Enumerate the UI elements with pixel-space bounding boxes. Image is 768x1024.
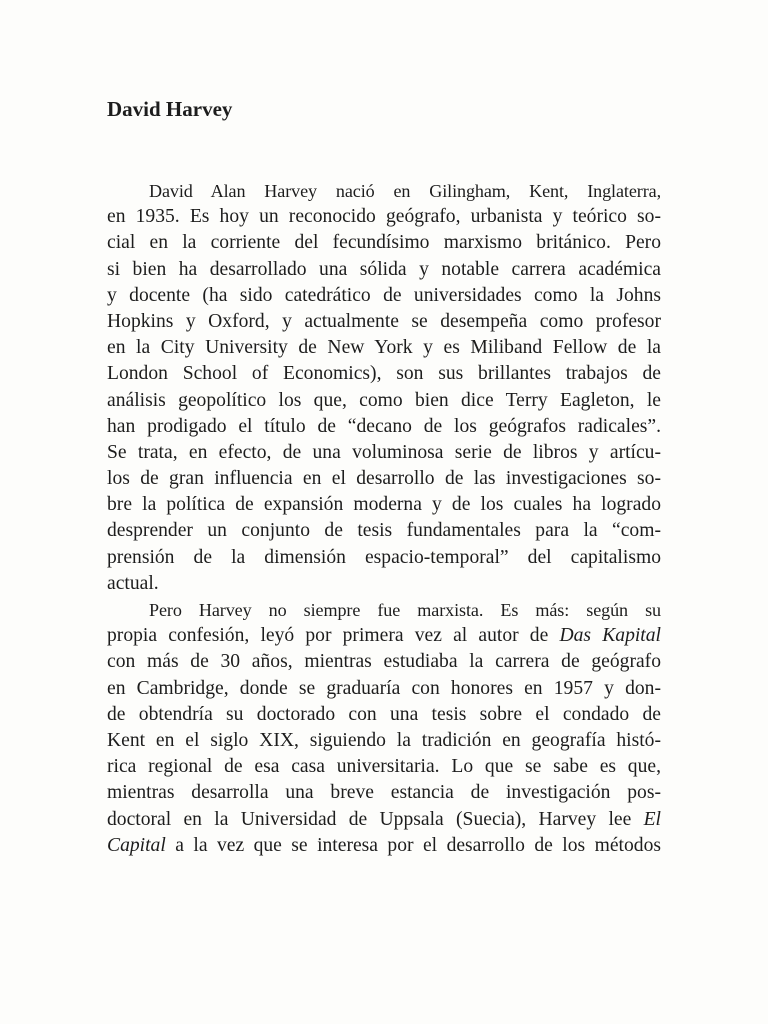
text-line: bre la política de expansión moderna y de los cuales ha logrado: [107, 494, 661, 516]
text-segment: Pero Harvey no siempre fue marxista. Es más: según su: [149, 600, 661, 620]
italic-title: Capital: [107, 834, 166, 856]
italic-title: El: [643, 808, 661, 830]
text-line: [107, 833, 661, 859]
text-line: [107, 728, 661, 754]
text-line: han prodigado el título de “decano de los geógrafos radicales”.: [107, 415, 661, 437]
text-line: [107, 702, 661, 728]
text-line: [107, 807, 661, 833]
text-line: en la City University de New York y es Miliband Fellow de la: [107, 337, 661, 359]
text-line: [107, 649, 661, 675]
text-line: [107, 597, 661, 623]
text-line: [107, 623, 661, 649]
text-line: actual.: [107, 572, 159, 594]
text-line: prensión de la dimensión espacio-temporal” del capitalismo: [107, 546, 661, 568]
paragraph-2: [107, 597, 661, 859]
text-segment: de obtendría su doctorado con una tesis sobre el condado de: [107, 703, 661, 725]
text-line: [107, 780, 661, 806]
paragraph-1: [107, 178, 661, 597]
text-line: Se trata, en efecto, de una voluminosa serie de libros y artícu-: [107, 441, 661, 463]
text-line: en 1935. Es hoy un reconocido geógrafo, urbanista y teórico so-: [107, 206, 661, 228]
text-segment: Kent en el siglo XIX, siguiendo la tradición en geografía histó-: [107, 729, 661, 751]
text-line: London School of Economics), son sus brillantes trabajos de: [107, 363, 661, 385]
text-line: análisis geopolítico los que, como bien dice Terry Eagleton, le: [107, 389, 661, 411]
text-line: David Alan Harvey nació en Gilingham, Kent, Inglaterra,: [149, 181, 661, 201]
text-line: cial en la corriente del fecundísimo marxismo británico. Pero: [107, 232, 661, 254]
text-segment: mientras desarrolla una breve estancia de investigación pos-: [107, 782, 661, 804]
chapter-heading: David Harvey: [107, 97, 233, 121]
italic-title: Das Kapital: [559, 625, 661, 647]
text-line: Hopkins y Oxford, y actualmente se desempeña como profesor: [107, 310, 661, 332]
text-line: [107, 754, 661, 780]
text-line: desprender un conjunto de tesis fundamentales para la “com-: [107, 520, 661, 542]
text-line: [107, 676, 661, 702]
text-line: si bien ha desarrollado una sólida y notable carrera académica: [107, 258, 661, 280]
text-segment: a la vez que se interesa por el desarrollo de los métodos: [165, 834, 661, 856]
body-text: [107, 178, 661, 859]
text-segment: rica regional de esa casa universitaria. Lo que se sabe es que,: [107, 756, 661, 778]
text-segment: doctoral en la Universidad de Uppsala (Suecia), Harvey lee: [107, 808, 644, 830]
text-line: los de gran influencia en el desarrollo de las investigaciones so-: [107, 468, 661, 490]
text-segment: propia confesión, leyó por primera vez al autor de: [107, 625, 560, 647]
text-line: y docente (ha sido catedrático de universidades como la Johns: [107, 284, 661, 306]
text-segment: con más de 30 años, mientras estudiaba la carrera de geógrafo: [107, 651, 661, 673]
text-segment: en Cambridge, donde se graduaría con honores en 1957 y don-: [107, 677, 661, 699]
